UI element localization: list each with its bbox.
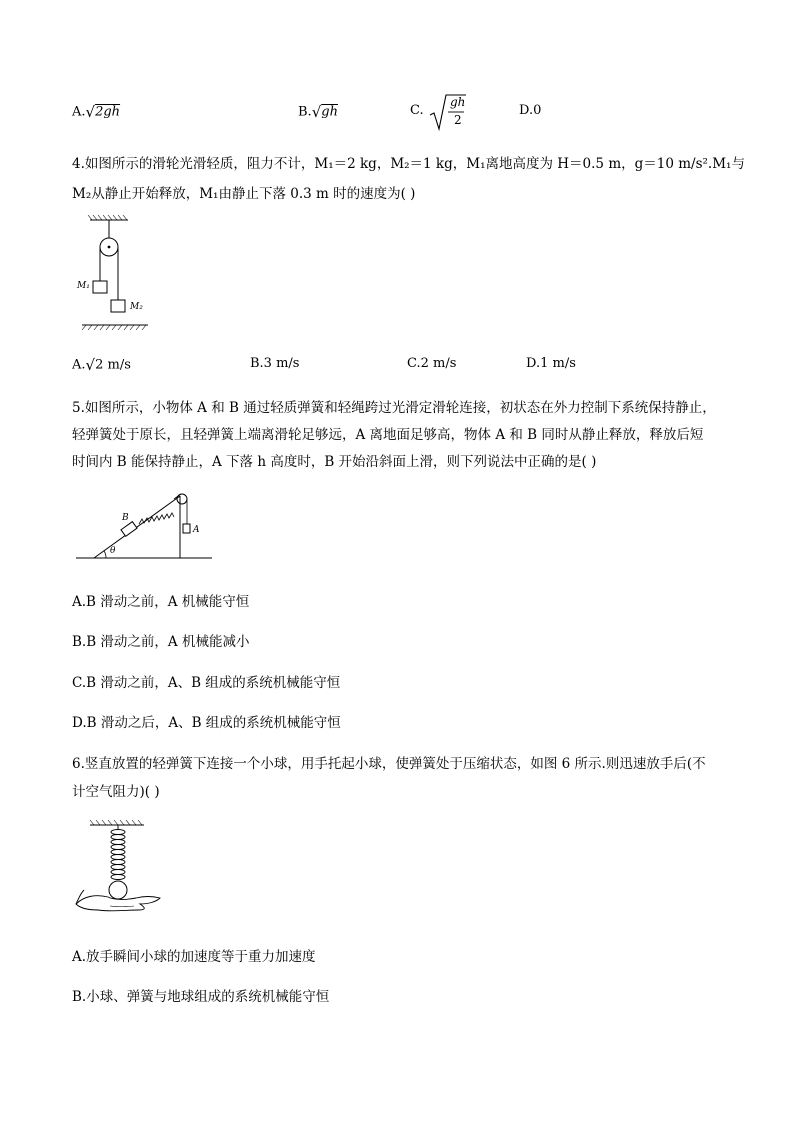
q3-option-a-math: 2gh <box>95 104 121 120</box>
q4-option-c: C.2 m/s <box>407 356 457 371</box>
q5-option-b: B.B 滑动之前，A 机械能减小 <box>72 634 250 650</box>
q3-option-c-denominator: 2 <box>454 113 462 127</box>
q6-stem-line2: 计空气阻力)( ) <box>72 784 160 800</box>
q3-option-c <box>410 103 424 118</box>
q3-option-b-math: gh <box>321 104 338 120</box>
q6-spring-hand-figure <box>74 820 174 920</box>
q5-stem-line2: 轻弹簧处于原长，且轻弹簧上端离滑轮足够远，A 离地面足够高，物体 A 和 B 同时从静止释放，释放后短 <box>72 427 704 443</box>
q4-pulley-figure <box>78 218 158 338</box>
q4-option-d: D.1 m/s <box>526 356 576 371</box>
q4-option-a-math: 2 m/s <box>95 357 131 373</box>
q3-option-c-numerator: gh <box>450 95 466 109</box>
q4-fig-label-m1: M₁ <box>77 281 90 291</box>
q3-option-a-label: A. <box>72 104 86 120</box>
q3-option-b <box>298 103 338 121</box>
q5-fig-label-theta: θ <box>110 546 116 556</box>
q5-stem-line1: 5.如图所示，小物体 A 和 B 通过轻质弹簧和轻绳跨过光滑定滑轮连接，初状态在外力控制下系统保持静止， <box>72 400 716 416</box>
q5-option-a: A.B 滑动之前，A 机械能守恒 <box>72 594 250 610</box>
q4-option-a <box>72 356 131 374</box>
q4-fig-label-m2: M₂ <box>130 302 143 312</box>
q3-option-b-label: B. <box>298 104 312 120</box>
q3-option-a <box>72 103 120 121</box>
q5-option-d: D.B 滑动之后，A、B 组成的系统机械能守恒 <box>72 715 341 731</box>
q5-option-c: C.B 滑动之前，A、B 组成的系统机械能守恒 <box>72 675 341 691</box>
sqrt-symbol: √ <box>85 356 96 374</box>
q4-stem-line1: 4.如图所示的滑轮光滑轻质，阻力不计，M₁＝2 kg，M₂＝1 kg，M₁离地高度为 H＝0.5 m，g＝10 m/s².M₁与 <box>72 156 745 172</box>
q5-fig-label-b: B <box>122 513 129 523</box>
q4-stem-line2: M₂从静止开始释放，M₁由静止下落 0.3 m 时的速度为( ) <box>72 186 416 202</box>
q6-option-a: A.放手瞬间小球的加速度等于重力加速度 <box>72 949 316 965</box>
q5-stem-line3: 时间内 B 能保持静止，A 下落 h 高度时，B 开始沿斜面上滑，则下列说法中正确的是( ) <box>72 454 597 470</box>
q4-option-b: B.3 m/s <box>250 356 300 371</box>
q6-option-b: B.小球、弹簧与地球组成的系统机械能守恒 <box>72 989 330 1005</box>
q3-option-c-label: C. <box>410 103 424 118</box>
sqrt-symbol: √ <box>311 103 322 121</box>
sqrt-symbol: √ <box>85 103 96 121</box>
q6-stem-line1: 6.竖直放置的轻弹簧下连接一个小球，用手托起小球，使弹簧处于压缩状态，如图 6 所示.则迅速放手后(不 <box>72 756 706 772</box>
q4-option-a-label: A. <box>72 357 86 373</box>
q5-fig-label-a: A <box>193 525 200 535</box>
q3-option-d: D.0 <box>519 103 542 118</box>
